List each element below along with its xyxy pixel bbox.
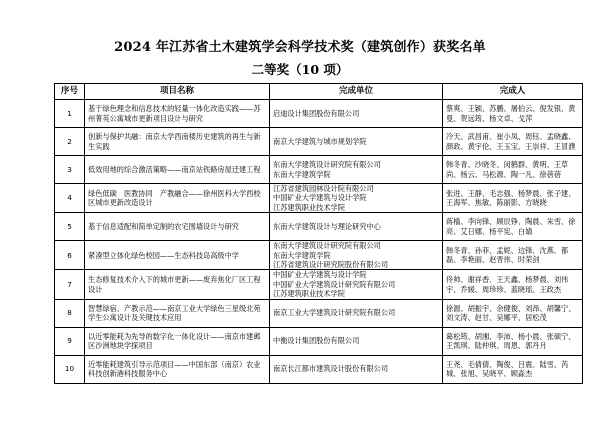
row-project-name: 近零能耗建筑引导示范项目——中国东部（南京）农业科技创新港科技服务中心 [85, 355, 270, 383]
table-body [55, 100, 583, 384]
row-index: 3 [55, 156, 85, 184]
row-project-name: 创新与保护共融：南京大学西南楼历史建筑的再生与新生实践 [85, 128, 270, 156]
row-index: 4 [55, 184, 85, 213]
row-completion-unit: 中衡设计集团股份有限公司 [270, 327, 443, 355]
row-project-name: 低效用地的综合激活策略——南京站铁路房屋迁建工程 [85, 156, 270, 184]
table-row [55, 270, 583, 299]
row-completion-people: 佟帅、谢祥香、王天鑫、杨梦晨、刘伟宇、乔媛、周珍珍、蓝晓瑶、王政杰 [443, 270, 583, 299]
row-index: 6 [55, 241, 85, 270]
row-index: 5 [55, 213, 85, 241]
row-completion-people: 张进、王静、毛志强、杨梦晨、张子建、王海军、焦敏、陈丽影、方晓晓 [443, 184, 583, 213]
document-subtitle: 二等奖（10 项） [251, 62, 349, 77]
row-completion-people: 韩冬青、孙菲、孟妮、边锋、沈燕、都磊、李艳丽、赵晋伟、时荣剑 [443, 241, 583, 270]
header-people: 完成人 [443, 84, 583, 100]
row-index: 1 [55, 100, 85, 128]
table-row [55, 156, 583, 184]
row-completion-people: 蒋樯、李向锋、顾辰铮、陶晨、朱雪、徐亮、艾日娜、杨平宪、白婧 [443, 213, 583, 241]
row-project-name: 紧凑型立体化绿色校园——生态科技岛高级中学 [85, 241, 270, 270]
header-index: 序号 [55, 84, 85, 100]
table-row [55, 100, 583, 128]
row-completion-unit: 中国矿业大学建筑与设计学院 中国矿业大学建筑设计研究院有限公司 江苏建筑职业技术学院 [270, 270, 443, 299]
row-completion-people: 韩冬青、沙晓冬、闵鹤群、黄明、王草尚、杨云、马松源、陶一凡、徐蓓蓓 [443, 156, 583, 184]
row-project-name: 生态修复技术介入下的城市更新——废弃焦化厂区工程设计 [85, 270, 270, 299]
row-completion-unit: 南京大学建筑与城市规划学院 [270, 128, 443, 156]
row-completion-unit: 东南大学建筑设计研究院有限公司 东南大学建筑学院 江苏省建筑设计研究院股份有限公司 [270, 241, 443, 270]
row-index: 10 [55, 355, 85, 383]
row-completion-unit: 东南大学建筑设计与理论研究中心 [270, 213, 443, 241]
row-completion-people: 蔡爽、王颖、苏鹏、屠伯云、倪发银、黄曼、贺远筠、杨文卓、戈萍 [443, 100, 583, 128]
header-unit: 完成单位 [270, 84, 443, 100]
table-row [55, 299, 583, 327]
document-title: 2024 年江苏省土木建筑学会科学技术奖（建筑创作）获奖名单 [114, 40, 486, 55]
table-row [55, 213, 583, 241]
table-row [55, 241, 583, 270]
table-row [55, 355, 583, 383]
row-completion-unit: 南京长江都市建筑设计股份有限公司 [270, 355, 443, 383]
row-completion-unit: 南京工业大学建筑设计研究院有限公司 [270, 299, 443, 327]
row-completion-unit: 江苏省建筑园林设计院有限公司 中国矿业大学建筑与设计学院 江苏建筑职业技术学院 [270, 184, 443, 213]
table-row [55, 327, 583, 355]
award-table [54, 83, 583, 384]
row-project-name: 基于信息适配和简单定制的农宅围墙设计与研究 [85, 213, 270, 241]
table-row [55, 184, 583, 213]
table-row [55, 128, 583, 156]
row-index: 2 [55, 128, 85, 156]
row-project-name: 绿色低碳 医教协同 产教融合——徐州医科大学西校区城市更新改造设计 [85, 184, 270, 213]
row-index: 8 [55, 299, 85, 327]
row-project-name: 基于绿色理念和信息技术的轻量一体化改造实践——苏州菁英公寓城市更新项目设计与研究 [85, 100, 270, 128]
row-index: 9 [55, 327, 85, 355]
row-completion-people: 葛松筠、胡湘、李沛、杨小晨、张硕宁、王凯琪、陆仲琪、周恩、郭丹月 [443, 327, 583, 355]
row-completion-people: 王尧、毛倩倩、陶俊、吕震、陆雪、芮城、张旭、吴晓平、顾淼杰 [443, 355, 583, 383]
header-project: 项目名称 [85, 84, 270, 100]
row-project-name: 智慧绿宿、产教示范——南京工业大学绿色三星级北苑学生公寓设计及关键技术应用 [85, 299, 270, 327]
row-completion-people: 冷天、武昌甫、崔小凤、周钰、孟晓鑫、颜政、黄宇伦、王玉宝、王崇祥、王冒濮 [443, 128, 583, 156]
table-header-row [55, 84, 583, 100]
row-completion-unit: 东南大学建筑设计研究院有限公司 东南大学建筑学院 [270, 156, 443, 184]
row-project-name: 以近零能耗为先导的数字化一体化设计——南京市建邺区沙洲地块学探项目 [85, 327, 270, 355]
row-completion-unit: 启迪设计集团股份有限公司 [270, 100, 443, 128]
row-index: 7 [55, 270, 85, 299]
row-completion-people: 徐源、胡振宇、余健俊、刘昂、胡馨宁、刘文涛、赵甘、吴娜平、居松茂 [443, 299, 583, 327]
